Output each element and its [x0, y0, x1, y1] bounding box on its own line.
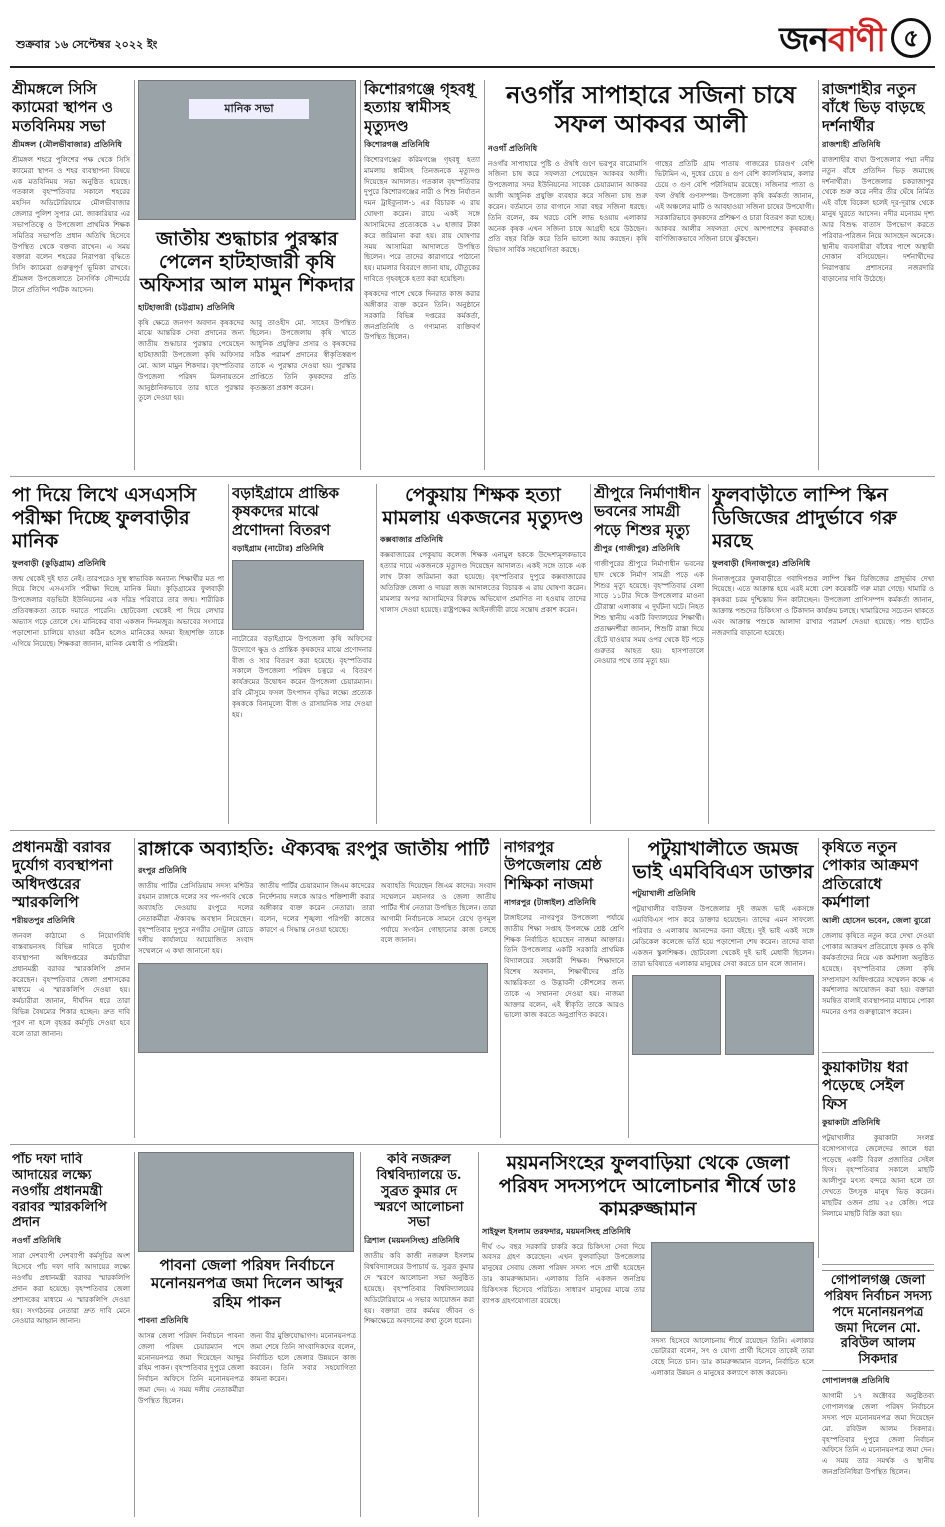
byline: ফুলবাড়ী (কুড়িগ্রাম) প্রতিনিধি [12, 558, 106, 568]
article-sreepur [594, 484, 704, 824]
headline: পাবনা জেলা পরিষদ নির্বাচনে মনোনয়নপত্র জমা দিলেন আব্দুর রহিম পাকন [151, 1256, 343, 1311]
headline: পেকুয়ায় শিক্ষক হত্যা মামলায় একজনের মৃত্যুদণ্ড [382, 484, 584, 530]
article-phulbari-ssc [12, 484, 224, 824]
article-body-col-2: সদস্য হিসেবে আলোচনায় শীর্ষে রয়েছেন তিনি। এলাকার ভোটাররা বলেন, সৎ ও যোগ্য প্রার্থী হিসেবে তাকেই তারা বেছে নিতে চান। ডাঃ কামরুজ্জামান বলেন, নির্বাচিত হলে এলাকার উন্নয়ন ও মানুষের কল্যাণে কাজ করবেন। [651, 1336, 814, 1378]
article-rajshahi [822, 80, 934, 470]
article-body: টাঙ্গাইলের নাগরপুর উপজেলা পর্যায়ে জাতীয় শিক্ষা সপ্তাহ উপলক্ষে শ্রেষ্ঠ শ্রেণি শিক্ষক নির্বাচিত হয়েছেন নাজমা আক্তার। তিনি উপজেলার একটি সরকারি প্রাথমিক বিদ্যালয়ের সহকারী শিক্ষক। শিক্ষাদানে বিশেষ অবদান, শিক্ষার্থীদের প্রতি আন্তরিকতা ও উদ্ভাবনী কৌশলের জন্য তাকে এ সম্মাননা দেওয়া হয়। নাজমা আক্তার বলেন, এই স্বীকৃতি তাকে আরও ভালো কাজ করতে অনুপ্রাণিত করবে। [504, 913, 624, 1020]
article-lumpy-skin [712, 484, 934, 824]
logo-part-1: জন [779, 20, 828, 60]
article-body: কিশোরগঞ্জের করিমগঞ্জে গৃহবধূ হত্যা মামলায় স্বামীসহ তিনজনকে মৃত্যুদণ্ড দিয়েছেন আদালত। গতকাল বৃহস্পতিবার দুপুরে কিশোরগঞ্জের নারী ও শিশু নির্যাতন দমন ট্রাইব্যুনাল-১ এর বিচারক এ রায় ঘোষণা করেন। রায়ে একই সঙ্গে আসামিদের প্রত্যেককে ২০ হাজার টাকা করে জরিমানা করা হয়। রায় ঘোষণার সময় আসামিরা আদালতে উপস্থিত ছিলেন। পরে তাদের কারাগারে পাঠানো হয়। মামলার বিবরণে জানা যায়, যৌতুকের দাবিতে গৃহবধূকে হত্যা করা হয়েছিল। [364, 155, 480, 284]
issue-date: শুক্রবার ১৬ সেপ্টেম্বর ২০২২ ইং [16, 38, 158, 51]
headline: প্রধানমন্ত্রী বরাবর দুর্যোগ ব্যবস্থাপনা অধিদপ্তরের স্মারকলিপি [12, 838, 113, 911]
article-krishi-pest [822, 838, 934, 1048]
byline: আলী হোসেন ভবেন, জেলা ব্যুরো [822, 916, 931, 926]
article-body: গাজীপুরের শ্রীপুরে নির্মাণাধীন ভবনের ছাদ থেকে নির্মাণ সামগ্রী পড়ে এক শিশুর মৃত্যু হয়েছে। বৃহস্পতিবার বেলা সাড়ে ১১টার দিকে উপজেলার মাওনা চৌরাস্তা এলাকায় এ দুর্ঘটনা ঘটে। নিহত শিশু স্থানীয় একটি বিদ্যালয়ের শিক্ষার্থী। প্রত্যক্ষদর্শীরা জানান, শিশুটি রাস্তা দিয়ে হেঁটে যাওয়ার সময় ওপর থেকে ইট পড়ে গুরুতর আহত হয়। হাসপাতালে নেওয়ার পথে তার মৃত্যু হয়। [594, 559, 704, 666]
byline: শরীয়তপুর প্রতিনিধি [12, 916, 75, 926]
photo-press-conference [138, 963, 488, 1053]
article-body: কক্সবাজারের পেকুয়ায় কলেজ শিক্ষক এনামুল হককে উদ্দেশ্যমূলকভাবে হত্যার দায়ে একজনকে মৃত্যুদণ্ড দিয়েছেন আদালত। একই সঙ্গে তাকে এক লাখ টাকা জরিমানা করা হয়েছে। বৃহস্পতিবার দুপুরে কক্সবাজারের অতিরিক্ত জেলা ও দায়রা জজ আদালতের বিচারক এ রায় ঘোষণা করেন। মামলার অপর আসামিদের বিরুদ্ধে অভিযোগ প্রমাণিত না হওয়ায় তাদের খালাস দেওয়া হয়েছে। রাষ্ট্রপক্ষের আইনজীবী রায়ে সন্তোষ প্রকাশ করেন। [380, 551, 586, 614]
headline: কুয়াকাটায় ধরা পড়েছে সেইল ফিস [822, 1058, 909, 1113]
byline: শ্রীমঙ্গল (মৌলভীবাজার) প্রতিনিধি [12, 139, 122, 149]
article-nagarpur [504, 838, 624, 1138]
article-body: রাজশাহীর বাঘা উপজেলার পদ্মা নদীর নতুন বাঁধে প্রতিদিন ভিড় জমাচ্ছে দর্শনার্থীরা। উপজেলার চকরাজাপুর থেকে শুরু করে নদীর তীর ঘেঁষে নির্মিত এই বাঁধে বিকেল হলেই দূর-দূরান্ত থেকে মানুষ ঘুরতে আসেন। নদীর মনোরম দৃশ্য আর বিশুদ্ধ বাতাস উপভোগ করতে পরিবার-পরিজন নিয়ে আসছেন অনেকে। স্থানীয় ব্যবসায়ীরা বাঁধের পাশে অস্থায়ী দোকান বসিয়েছেন। দর্শনার্থীদের নিরাপত্তায় প্রশাসনের নজরদারি বাড়ানোর দাবি উঠেছে। [822, 155, 934, 284]
article-body-col-2: আবু তাওহীদ মো. সাহেব উপস্থিত ছিলেন। উপজেলায় কৃষি খাতে আধুনিক প্রযুক্তির প্রসার ও কৃষকদের সঠিক পরামর্শ প্রদানের স্বীকৃতিস্বরূপ তাকে এ পুরস্কার দেওয়া হয়। পুরস্কার প্রাপ্তিতে তিনি কৃষকদের প্রতি কৃতজ্ঞতা প্রকাশ করেন। [250, 318, 356, 392]
article-body-col-1: নওগাঁর সাপাহারে পুষ্টি ও ঔষধি গুণে ভরপুর বারোমাসি সজিনা চাষ করে সফলতা পেয়েছেন আকবর আলী। উপজেলার সদর ইউনিয়নের সাবেক চেয়ারম্যান আকবর আলী আধুনিক প্রযুক্তি ব্যবহার করে সজিনা চাষ শুরু করেন। বর্তমানে তার বাগানে সারা বছর সজিনা ধরছে। তিনি বলেন, কম খরচে বেশি লাভ হওয়ায় এলাকার অনেক কৃষক এখন সজিনা চাষে আগ্রহী হয়ে উঠছেন। প্রতি বছর বিক্রি করে তিনি ভালো আয় করছেন। কৃষি বিভাগ সার্বিক সহযোগিতা করছে। [488, 159, 647, 255]
byline: রাজশাহী প্রতিনিধি [822, 139, 881, 149]
headline: রাজশাহীর নতুন বাঁধে ভিড় বাড়ছে দর্শনার্থীর [822, 80, 925, 135]
byline: ফুলবাড়ী (দিনাজপুর) প্রতিনিধি [712, 558, 811, 568]
byline: পাবনা প্রতিনিধি [138, 1315, 189, 1325]
article-kishoreganj [364, 80, 480, 470]
logo-part-2: বাণী [827, 20, 885, 60]
article-body: শ্রীমঙ্গল শহরে পুলিশের পক্ষ থেকে সিসি ক্যামেরা স্থাপন ও শহর ব্যবস্থাপনা বিষয়ে এক মতবিনিময় সভা অনুষ্ঠিত হয়েছে। গতকাল বৃহস্পতিবার সকালে শহরের মহসিন অডিটোরিয়ামে মৌলভীবাজার জেলার পুলিশ সুপার মো. জাকারিয়ার এর সভাপতিত্বে ও উপজেলা প্রাথমিক শিক্ষক সমিতির সভাপতি প্রধান অতিথি হিসেবে উপস্থিত থেকে বক্তব্য রাখেন। এ সময় বক্তারা বলেন শহরের নিরাপত্তা বৃদ্ধিতে সিসি ক্যামেরা গুরুত্বপূর্ণ ভূমিকা রাখবে। শ্রীমঙ্গল উপজেলাতে নৈসর্গিক সৌন্দর্যের টানে প্রতিদিন পর্যটক আসেন। [12, 155, 130, 295]
byline: কিশোরগঞ্জ প্রতিনিধি [364, 139, 430, 149]
article-patuakhali [632, 838, 814, 1138]
article-body: নাটোরের বড়াইগ্রামে উপজেলা কৃষি অফিসের উদ্যোগে ক্ষুদ্র ও প্রান্তিক কৃষকদের মাঝে প্রণোদনার বীজ ও সার বিতরণ করা হয়েছে। বৃহস্পতিবার সকালে উপজেলা পরিষদ চত্বরে এ বিতরণ কার্যক্রমের উদ্বোধন করেন উপজেলা চেয়ারম্যান। রবি মৌসুমে ফসল উৎপাদন বৃদ্ধির লক্ষ্যে প্রত্যেক কৃষককে বিনামূল্যে বীজ ও রাসায়নিক সার দেওয়া হয়। [232, 634, 372, 719]
article-baraigram [232, 484, 372, 824]
article-body-col-2: জন্য বীর মুক্তিযোদ্ধাগণ। মনোনয়নপত্র জমা শেষে তিনি সাংবাদিকদের বলেন, নির্বাচিত হলে জেলার উন্নয়নে কাজ করবেন। তিনি সবার সহযোগিতা কামনা করেন। [250, 1331, 356, 1384]
byline: নওগাঁ প্রতিনিধি [488, 143, 538, 153]
headline: বড়াইগ্রামে প্রান্তিক কৃষকদের মাঝে প্রণোদনা বিতরণ [232, 484, 340, 539]
article-body-col-1: জাতীয় পার্টির প্রেসিডিয়াম সদস্য মশিউর রহমান রাঙ্গাকে দলের সব পদ-পদবি থেকে অব্যাহতি দেওয়ায় রংপুরে দলের নেতাকর্মীরা ঐক্যবদ্ধ অবস্থান নিয়েছেন। বৃহস্পতিবার দুপুরে নগরীর সেন্ট্রাল রোডে দলীয় কার্যালয়ে আয়োজিত সংবাদ সম্মেলনে এ কথা জানানো হয়। [138, 882, 254, 956]
newspaper-logo [779, 14, 885, 71]
byline: সাইফুল ইসলাম তরফদার, ময়মনসিংহ প্রতিনিধি [482, 1226, 631, 1236]
photo-twin-1 [632, 975, 721, 1055]
article-srimangal [12, 80, 130, 470]
photo-nomination [138, 1152, 354, 1252]
article-body: জন্ম থেকেই দুই হাত নেই। তারপরেও সুস্থ স্বাভাবিক অন্যান্য শিক্ষার্থীর মত পা দিয়ে লিখে এসএসসি পরীক্ষা দিচ্ছে মানিক মিয়া। কুড়িগ্রামের ফুলবাড়ী উপজেলার বড়ভিটা ইউনিয়নের এক দরিদ্র পরিবারে তার জন্ম। শারীরিক প্রতিবন্ধকতা তাকে দমাতে পারেনি। ছোটবেলা থেকেই পা দিয়ে লেখার অভ্যাস গড়ে তোলে সে। মানিকের বাবা একজন দিনমজুর। অভাবের সংসারে পড়াশোনা চালিয়ে যাওয়া কঠিন হলেও মানিকের অদম্য ইচ্ছাশক্তি তাকে এগিয়ে নিয়েছে। শিক্ষকরা জানান, মানিক মেধাবী ও পরিশ্রমী। [12, 574, 224, 648]
headline: শ্রীপুরে নির্মাণাধীন ভবনের সামগ্রী পড়ে শিশুর মৃত্যু [594, 484, 701, 539]
photo-candidate [651, 1242, 814, 1332]
article-body-col-1: কৃষি ক্ষেত্রে জনগণ অবদান কৃষকদের মাঝে আন্তরিক সেবা প্রদানের জন্য জাতীয় শুদ্ধাচার পুরস্কার পেয়েছেন হাটহাজারী উপজেলা কৃষি অফিসার মো. আল মামুন শিকদার। বৃহস্পতিবার উপজেলা পরিষদ মিলনায়তনে আনুষ্ঠানিকভাবে তার হাতে পুরস্কার তুলে দেওয়া হয়। [138, 318, 244, 403]
headline: পটুয়াখালীতে জমজ ভাই এমবিবিএস ডাক্তার [632, 838, 814, 884]
article-body: পটুয়াখালীর কুয়াকাটা সংলগ্ন বঙ্গোপসাগরে জেলেদের জালে ধরা পড়েছে একটি বিরল প্রজাতির সেইল ফিস। বৃহস্পতিবার সকালে মাছটি আলীপুর মৎস্য বন্দরে আনা হলে তা দেখতে উৎসুক মানুষ ভিড় করেন। মাছটির ওজন প্রায় ২৫ কেজি। পরে নিলামে মাছটি বিক্রি করা হয়। [822, 1133, 934, 1218]
photo-award-ceremony [138, 80, 356, 220]
byline: পটুয়াখালী প্রতিনিধি [632, 889, 696, 899]
byline: হাটহাজারী (চট্টগ্রাম) প্রতিনিধি [138, 302, 235, 312]
article-pm-memo [12, 838, 130, 1138]
headline: রাঙ্গাকে অব্যাহতি: ঐক্যবদ্ধ রংপুর জাতীয় পার্টি [138, 838, 489, 860]
headline: কৃষিতে নতুন পোকার আক্রমণ প্রতিরোধে কর্মশালা [822, 838, 919, 911]
article-pm-demands [12, 1152, 130, 1517]
article-body-col-3: অব্যাহতি দিয়েছেন জিএম কাদের। সংবাদ সম্মেলনে মহানগর ও জেলা জাতীয় পার্টির শীর্ষ নেতারা উপস্থিত ছিলেন। তারা আগামী নির্বাচনকে সামনে রেখে তৃণমূল পর্যায়ে সংগঠন গোছানোর কাজ চলছে বলে জানান। [380, 882, 496, 945]
byline: কক্সবাজার প্রতিনিধি [380, 535, 444, 545]
byline: নওগাঁ প্রতিনিধি [12, 1236, 62, 1246]
headline: নাগরপুর উপজেলায় শ্রেষ্ঠ শিক্ষিকা নাজমা [504, 838, 602, 893]
article-body: জনবল কাঠামো ও নিয়োগবিধি বাস্তবায়নসহ বিভিন্ন দাবিতে দুর্যোগ ব্যবস্থাপনা অধিদপ্তরের কর্মচারীরা প্রধানমন্ত্রী বরাবর স্মারকলিপি প্রদান করেছেন। বৃহস্পতিবার জেলা প্রশাসকের মাধ্যমে এ স্মারকলিপি দেওয়া হয়। কর্মচারীরা জানান, দীর্ঘদিন ধরে তারা বিভিন্ন বৈষম্যের শিকার হচ্ছেন। দ্রুত দাবি পূরণ না হলে বৃহত্তর কর্মসূচি দেওয়া হবে বলে তারা জানান। [12, 932, 130, 1038]
article-body-col-1: দীর্ঘ ৩০ বছর সরকারি চাকরি করে চিকিৎসা সেবা দিয়ে অবসর গ্রহণ করেছেন। এখন ফুলবাড়িয়া উপজেলার মানুষের সেবায় জেলা পরিষদ সদস্য পদে প্রার্থী হয়েছেন ডাঃ কামরুজ্জামান। এলাকায় তিনি একজন জনপ্রিয় চিকিৎসক হিসেবে পরিচিত। সাধারণ মানুষের মাঝে তার ব্যাপক গ্রহণযোগ্যতা রয়েছে। [482, 1242, 645, 1305]
byline: ত্রিশাল (ময়মনসিংহ) প্রতিনিধি [364, 1236, 460, 1246]
photo-distribution [232, 560, 364, 630]
headline: ফুলবাড়ীতে লাম্পি স্কিন ডিজিজের প্রাদুর্ভাবে গরু মরছে [712, 484, 897, 553]
article-gopalganj [822, 1270, 934, 1518]
article-rangpur [138, 838, 496, 1138]
article-body: সারা দেশব্যাপী দেশব্যাপী কর্মসূচির অংশ হিসেবে পাঁচ দফা দাবি আদায়ের লক্ষ্যে নওগাঁয় প্রধানমন্ত্রী বরাবর স্মারকলিপি প্রদান করা হয়েছে। বৃহস্পতিবার জেলা প্রশাসকের মাধ্যমে এ স্মারকলিপি দেওয়া হয়। সংগঠনের নেতারা দ্রুত দাবি মেনে নেওয়ার আহ্বান জানান। [12, 1252, 130, 1326]
masthead [10, 8, 935, 68]
article-mymensingh [482, 1152, 814, 1517]
article-kuakata [822, 1058, 934, 1258]
headline: জাতীয় শুদ্ধাচার পুরস্কার পেলেন হাটহাজারী কৃষি অফিসার আল মামুন শিকদার [139, 228, 355, 297]
byline: গোপালগঞ্জ প্রতিনিধি [822, 1376, 890, 1386]
headline: ময়মনসিংহের ফুলবাড়িয়া থেকে জেলা পরিষদ সদস্যপদে আলোচনার শীর্ষে ডাঃ কামরুজ্জামান [498, 1152, 798, 1221]
article-pabna [138, 1152, 356, 1517]
article-naogaon [488, 80, 814, 470]
article-body-col-2: জাতীয় পার্টির চেয়ারম্যান জিএম কাদেরের নির্দেশনায় দলকে আরও শক্তিশালী করার অঙ্গীকার ব্যক্ত করেন নেতারা। তারা বলেন, দলের শৃঙ্খলা পরিপন্থী কাজের কারণে এ সিদ্ধান্ত নেওয়া হয়েছে। [259, 882, 375, 934]
article-body-continued: কৃষকদের পাশে থেকে দিনরাত কাজ করার অঙ্গীকার ব্যক্ত করেন তিনি। অনুষ্ঠানে সরকারি বিভিন্ন দপ্তরের কর্মকর্তা, জনপ্রতিনিধি ও গণ্যমান্য ব্যক্তিবর্গ উপস্থিত ছিলেন। [364, 290, 480, 342]
headline: কবি নজরুল বিশ্ববিদ্যালয়ে ড. সুব্রত কুমার দে স্মরণে আলোচনা সভা [374, 1152, 464, 1231]
byline: রংপুর প্রতিনিধি [138, 866, 187, 876]
article-hathazari [138, 228, 356, 470]
article-body: আগামী ১৭ অক্টোবর অনুষ্ঠিতব্য গোপালগঞ্জ জেলা পরিষদ নির্বাচনে সদস্য পদে মনোনয়নপত্র জমা দিয়েছেন মো. রবিউল আলম সিকদার। বৃহস্পতিবার দুপুরে জেলা নির্বাচন অফিসে তিনি এ মনোনয়নপত্র জমা দেন। এ সময় তার সমর্থক ও স্থানীয় জনপ্রতিনিধিরা উপস্থিত ছিলেন। [822, 1392, 934, 1477]
article-body-col-2: গাছের প্রতিটি গ্রাম পাতায় গাজরের চারগুণ বেশি ভিটামিন এ, দুধের চেয়ে ৪ গুণ বেশি ক্যালসিয়াম, কলার চেয়ে ৩ গুণ বেশি পটাসিয়াম রয়েছে। সজিনার পাতা ও ফল ঔষধি গুণসম্পন্ন। উপজেলা কৃষি কর্মকর্তা জানান, এই অঞ্চলের মাটি ও আবহাওয়া সজিনা চাষের উপযোগী। সরকারিভাবে কৃষকদের প্রশিক্ষণ ও চারা বিতরণ করা হচ্ছে। আকবর আলীর সফলতা দেখে আশপাশের কৃষকরাও বাণিজ্যিকভাবে সজিনা চাষে ঝুঁকছেন। [655, 159, 814, 244]
byline: শ্রীপুর (গাজীপুর) প্রতিনিধি [594, 543, 680, 553]
headline: শ্রীমঙ্গলে সিসি ক্যামেরা স্থাপন ও মতবিনিময় সভা [12, 80, 114, 135]
photo-twin-2 [725, 975, 814, 1055]
article-body: পটুয়াখালীর বাউফল উপজেলার দুই জমজ ভাই একসঙ্গে এমবিবিএস পাস করে ডাক্তার হয়েছেন। তাদের এমন সাফল্যে পরিবার ও এলাকায় আনন্দের বন্যা বইছে। দুই ভাই একই সঙ্গে মেডিকেল কলেজে ভর্তি হয়ে পড়াশোনা শেষ করেন। তাদের বাবা একজন স্কুলশিক্ষক। ছোটবেলা থেকেই দুই ভাই মেধাবী ছিলেন। তারা ভবিষ্যতে এলাকার মানুষের সেবা করতে চান বলে জানান। [632, 905, 814, 968]
headline: গোপালগঞ্জ জেলা পরিষদ নির্বাচন সদস্য পদে মনোনয়নপত্র জমা দিলেন মো. রবিউল আলম সিকদার [822, 1270, 934, 1371]
headline: নওগাঁর সাপাহারে সজিনা চাষে সফল আকবর আলী [506, 80, 796, 139]
article-body: জাতীয় কবি কাজী নজরুল ইসলাম বিশ্ববিদ্যালয়ের উপাচার্য ড. সুব্রত কুমার দে স্মরণে আলোচনা সভা অনুষ্ঠিত হয়েছে। বৃহস্পতিবার বিশ্ববিদ্যালয়ের অডিটোরিয়ামে এ সভার আয়োজন করা হয়। বক্তারা তার কর্মময় জীবন ও শিক্ষাক্ষেত্রে অবদানের কথা তুলে ধরেন। [364, 1252, 474, 1326]
byline: বড়াইগ্রাম (নাটোর) প্রতিনিধি [232, 543, 324, 553]
banner-text: মানিক সভা [189, 99, 309, 119]
headline: কিশোরগঞ্জে গৃহবধূ হত্যায় স্বামীসহ মৃত্যুদণ্ড [364, 80, 475, 135]
article-body-col-1: আসন্ন জেলা পরিষদ নির্বাচনে পাবনা জেলা পরিষদ চেয়ারম্যান পদে মনোনয়নপত্র জমা দিয়েছেন আব্দুর রহিম পাকন। বৃহস্পতিবার দুপুরে জেলা নির্বাচন অফিসে তিনি মনোনয়নপত্র জমা দেন। এ সময় দলীয় নেতাকর্মীরা উপস্থিত ছিলেন। [138, 1331, 244, 1405]
article-pekua [380, 484, 586, 824]
page-number: ৫ [891, 18, 931, 58]
headline: পা দিয়ে লিখে এসএসসি পরীক্ষা দিচ্ছে ফুলবাড়ীর মানিক [12, 484, 197, 553]
article-body: জেলায় কৃষিতে নতুন করে দেখা দেওয়া পোকার আক্রমণ প্রতিরোধে কৃষক ও কৃষি কর্মকর্তাদের নিয়ে এক কর্মশালা অনুষ্ঠিত হয়েছে। বৃহস্পতিবার জেলা কৃষি সম্প্রসারণ অধিদপ্তরের সম্মেলন কক্ষে এ কর্মশালার আয়োজন করা হয়। বক্তারা সমন্বিত বালাই ব্যবস্থাপনার মাধ্যমে পোকা দমনের ওপর গুরুত্বারোপ করেন। [822, 932, 934, 1017]
byline: কুয়াকাটা প্রতিনিধি [822, 1117, 881, 1127]
headline: পাঁচ দফা দাবি আদায়ের লক্ষ্যে নওগাঁয় প্রধানমন্ত্রী বরাবর স্মারকলিপি প্রদান [12, 1152, 107, 1231]
article-body: দিনাজপুরের ফুলবাড়ীতে গবাদিপশুর লাম্পি স্কিন ডিজিজের প্রাদুর্ভাব দেখা দিয়েছে। এতে আক্রান্ত হয়ে এরই মধ্যে বেশ কয়েকটি গরু মারা গেছে। খামারি ও কৃষকরা চরম দুশ্চিন্তায় দিন কাটাচ্ছেন। উপজেলা প্রাণিসম্পদ কর্মকর্তা জানান, আক্রান্ত পশুদের চিকিৎসা ও টিকাদান কার্যক্রম চলছে। খামারিদের সচেতন থাকতে এবং আক্রান্ত পশুকে আলাদা রাখার পরামর্শ দেওয়া হয়েছে। পশু হাটেও নজরদারি বাড়ানো হয়েছে। [712, 574, 934, 637]
byline: নাগরপুর (টাঙ্গাইল) প্রতিনিধি [504, 897, 596, 907]
article-nazrul-university [364, 1152, 474, 1517]
